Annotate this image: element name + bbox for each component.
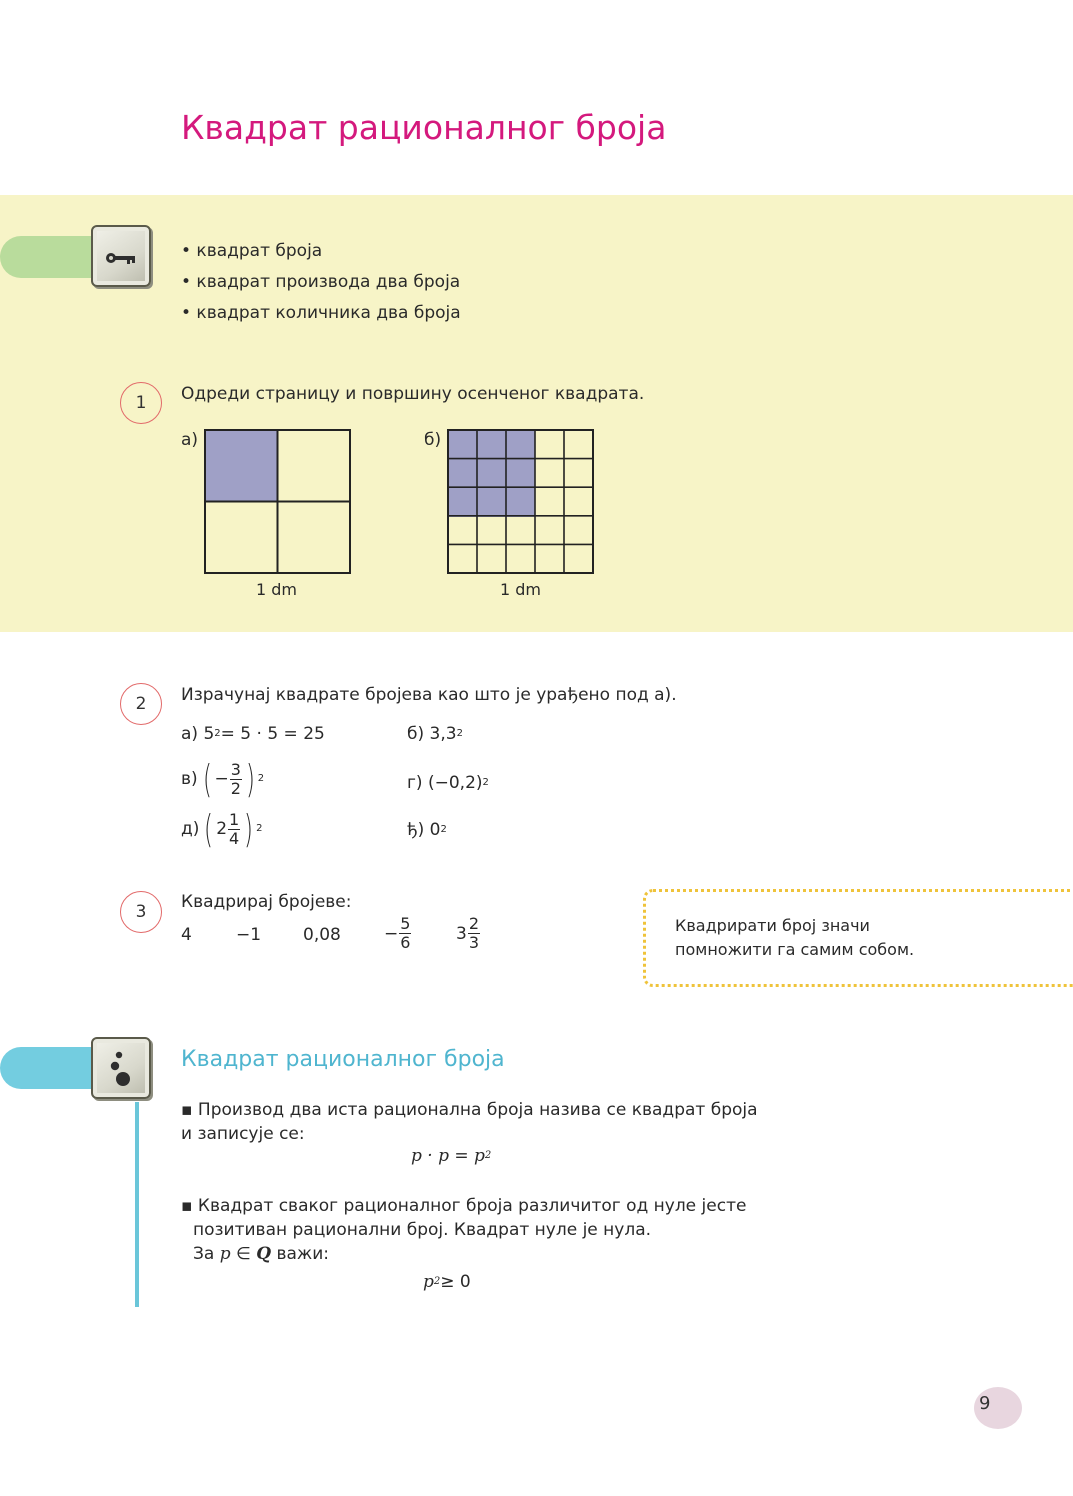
dots-icon [93, 1039, 149, 1097]
definition-paragraph-1: ▪ Производ два иста рационална броја назива се квадрат броја и записује се: [181, 1100, 758, 1144]
task1-label-a: а) [181, 430, 199, 450]
task3-number: 4 [181, 925, 192, 945]
key-concepts-tab [0, 236, 105, 278]
task1-text: Одреди страницу и површину осенченог квадрата. [181, 384, 645, 404]
fraction: $\frac{3}{2}$ [230, 759, 241, 798]
task3-text: Квадрирај бројеве: [181, 892, 352, 912]
task2-item-a: а) 5 2 = 5 · 5 = 25 [181, 724, 325, 744]
task-number-2: 2 [120, 683, 162, 725]
square-diagram-b [446, 428, 596, 578]
note-text: Квадрирати број значи помножити га самим собом. [675, 916, 915, 959]
shaded-square-b [448, 430, 535, 517]
definition-sidebar-line [135, 1102, 139, 1307]
formula-square: p · p = p 2 [411, 1146, 492, 1166]
key-concept-item: • квадрат броја [181, 241, 323, 261]
definition-tab [0, 1047, 105, 1089]
fraction: $\frac{2}{3}$ [468, 914, 480, 952]
key-concepts-list [181, 236, 461, 329]
definition-paragraph-2: ▪ Квадрат сваког рационалног броја различитог од нуле јесте позитиван рационални број. Квадрат нуле је нула. За p ∈ Q важи: [181, 1196, 747, 1264]
task2-item-v: в) ( − $\frac{3}{2}$ ) 2 [181, 757, 265, 801]
task3-number: −1 [236, 925, 262, 945]
definition-button [91, 1037, 151, 1099]
key-concept-item: • квадрат производа два броја [181, 272, 461, 292]
definition-title: Квадрат рационалног броја [181, 1047, 505, 1072]
key-concepts-button [91, 225, 151, 287]
task3-number: 0,08 [303, 925, 341, 945]
shaded-square-a [205, 430, 277, 502]
page-number: 9 [979, 1393, 991, 1414]
task1-label-b: б) [424, 430, 442, 450]
page-title: Квадрат рационалног броја [181, 108, 667, 147]
key-icon [93, 227, 149, 285]
task-number-1: 1 [120, 382, 162, 424]
key-concept-item: • квадрат количника два броја [181, 303, 461, 323]
task2-item-b: б) 3,3 2 [407, 724, 463, 744]
fraction: $\frac{1}{4}$ [229, 809, 240, 848]
unit-label-a: 1 dm [256, 580, 298, 599]
task2-item-g: г) (−0,2) 2 [407, 773, 489, 793]
fraction: $\frac{5}{6}$ [400, 914, 411, 952]
task3-number: − $\frac{5}{6}$ [384, 914, 411, 952]
task2-item-dj: ђ) 0 2 [407, 820, 447, 840]
formula-nonnegative: p 2 ≥ 0 [423, 1272, 471, 1292]
task-number-3: 3 [120, 891, 162, 933]
task2-item-d: д) ( 2 $\frac{1}{4}$ ) 2 [181, 807, 263, 851]
unit-label-b: 1 dm [500, 580, 542, 599]
task3-number: 3 $\frac{2}{3}$ [456, 914, 480, 952]
square-diagram-a [203, 428, 353, 578]
task2-text: Израчунај квадрате бројева као што је урађено под а). [181, 685, 677, 705]
